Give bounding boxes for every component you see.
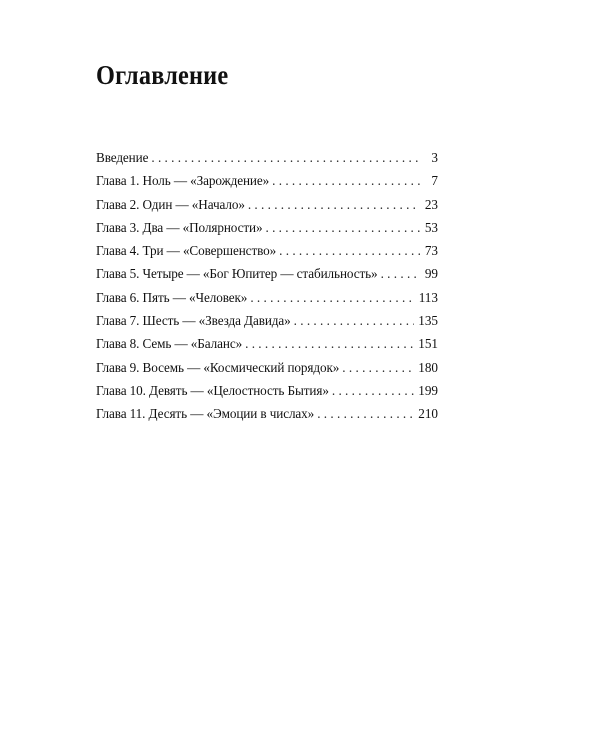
toc-entry-page: 99	[424, 266, 438, 282]
toc-entry	[96, 216, 438, 239]
toc-entry-label: Глава 3. Два — «Полярности»	[96, 219, 263, 235]
toc-entry-page: 151	[418, 336, 438, 352]
toc-entry-page: 135	[418, 313, 438, 329]
table-of-contents	[96, 146, 438, 426]
toc-entry-label: Глава 4. Три — «Совершенство»	[96, 243, 277, 259]
toc-entry	[96, 309, 438, 332]
toc-entry-page: 73	[424, 243, 438, 259]
toc-entry	[96, 193, 438, 216]
toc-dot-leader	[248, 193, 420, 216]
toc-entry-label: Глава 7. Шесть — «Звезда Давида»	[96, 313, 291, 329]
toc-entry-page: 180	[418, 359, 438, 375]
toc-entry-label: Глава 9. Восемь — «Космический порядок»	[96, 359, 340, 375]
toc-dot-leader	[279, 239, 420, 262]
toc-dot-leader	[245, 332, 414, 355]
toc-entry-label: Глава 8. Семь — «Баланс»	[96, 336, 243, 352]
toc-entry-page: 23	[424, 196, 438, 212]
toc-entry-label: Глава 1. Ноль — «Зарождение»	[96, 173, 270, 189]
toc-entry-label: Глава 11. Десять — «Эмоции в числах»	[96, 406, 315, 422]
toc-entry	[96, 356, 438, 379]
toc-dot-leader	[332, 379, 414, 402]
toc-entry-page: 3	[431, 150, 438, 165]
toc-entry-label: Введение	[96, 150, 149, 165]
toc-entry	[96, 146, 438, 169]
toc-entry	[96, 286, 438, 309]
toc-entry-label: Глава 10. Девять — «Целостность Бытия»	[96, 382, 329, 398]
toc-dot-leader	[265, 216, 420, 239]
toc-entry	[96, 169, 438, 192]
toc-dot-leader	[381, 262, 420, 285]
toc-entry-page: 199	[418, 382, 438, 398]
toc-dot-leader	[342, 356, 414, 379]
toc-entry	[96, 332, 438, 355]
toc-dot-leader	[250, 286, 414, 309]
toc-entry-page: 113	[418, 289, 438, 305]
toc-dot-leader	[272, 169, 420, 192]
toc-entry-page: 7	[431, 173, 438, 189]
toc-entry	[96, 402, 438, 425]
toc-entry-page: 53	[424, 219, 438, 235]
toc-entry	[96, 379, 438, 402]
toc-dot-leader	[317, 402, 414, 425]
toc-entry-label: Глава 5. Четыре — «Бог Юпитер — стабильность»	[96, 266, 378, 282]
toc-entry	[96, 239, 438, 262]
toc-dot-leader	[294, 309, 415, 332]
toc-entry-page: 210	[418, 406, 438, 422]
toc-entry-label: Глава 2. Один — «Начало»	[96, 196, 245, 212]
toc-dot-leader	[151, 146, 420, 169]
toc-entry	[96, 262, 438, 285]
toc-entry-label: Глава 6. Пять — «Человек»	[96, 289, 248, 305]
page-title: Оглавление	[96, 60, 229, 90]
